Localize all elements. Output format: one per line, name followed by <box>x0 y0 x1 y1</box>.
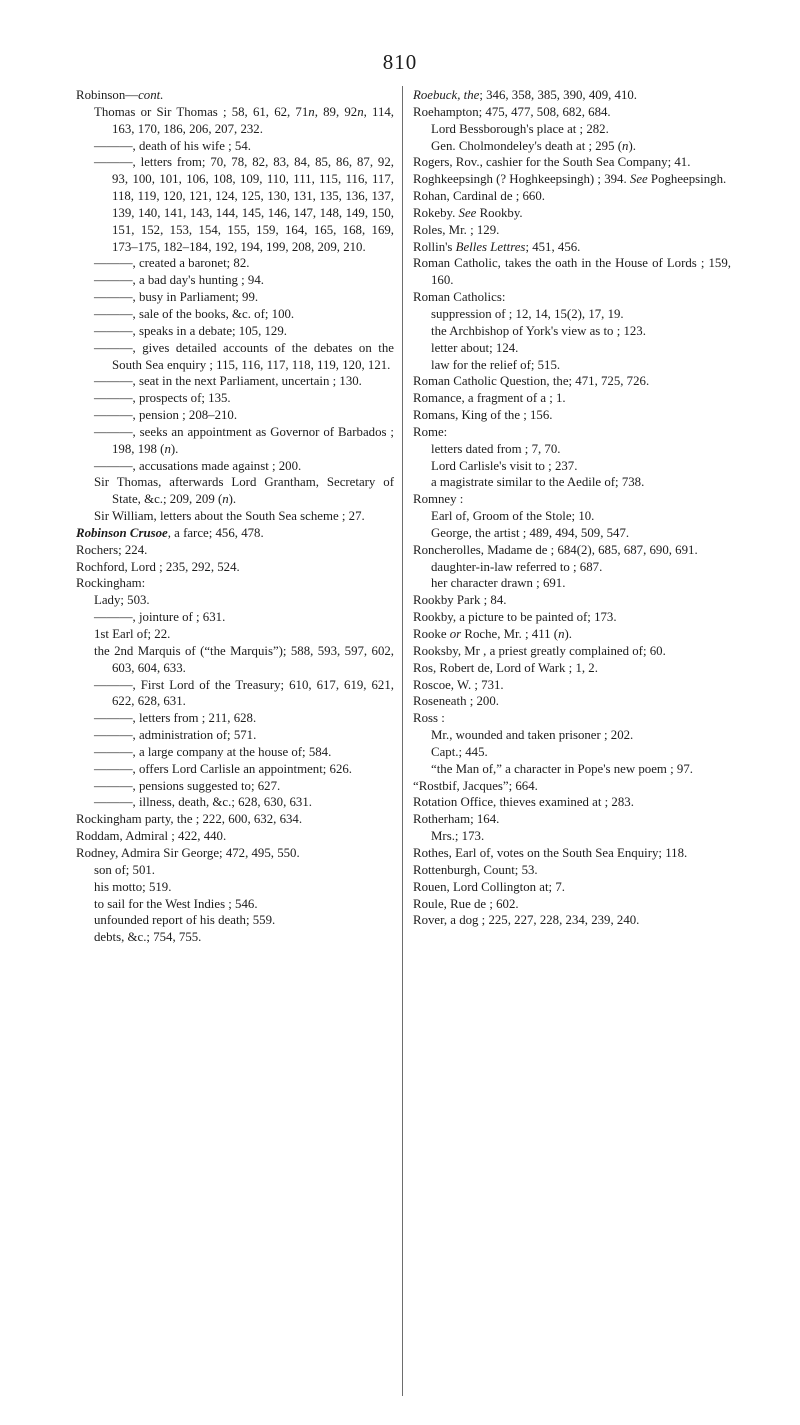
index-subentry <box>431 559 731 576</box>
entry-text: Roule, Rue de ; 602. <box>413 896 519 911</box>
entry-text: Ross : <box>413 711 445 726</box>
index-entry <box>76 559 394 576</box>
entry-text: debts, &c.; 754, 755. <box>94 930 202 945</box>
index-entry <box>413 626 731 643</box>
index-subentry <box>431 508 731 525</box>
entry-text: Roman Catholic Question, the; 471, 725, 726. <box>413 374 650 389</box>
entry-text: Rothes, Earl of, votes on the South Sea Enquiry; 118. <box>413 845 688 860</box>
index-entry <box>413 677 731 694</box>
index-entry <box>413 87 731 104</box>
entry-text: Rookby. <box>476 205 523 220</box>
index-entry <box>413 205 731 222</box>
entry-text: letters dated from ; 7, 70. <box>431 441 561 456</box>
index-entry <box>413 171 731 188</box>
entry-text: ———, pensions suggested to; 627. <box>94 778 281 793</box>
entry-text: Rochford, Lord ; 235, 292, 524. <box>76 559 240 574</box>
entry-text: , a farce; 456, 478. <box>167 525 264 540</box>
entry-text: Roehampton; 475, 477, 508, 682, 684. <box>413 104 611 119</box>
entry-text: ———, accusations made against ; 200. <box>94 458 302 473</box>
entry-text: Roghkeepsingh (? Hoghkeepsingh) ; 394. <box>413 172 630 187</box>
entry-text: n <box>357 104 364 119</box>
entry-text: Romance, a fragment of a ; 1. <box>413 391 566 406</box>
entry-text: Thomas or Sir Thomas ; 58, 61, 62, 71 <box>94 104 309 119</box>
entry-text: ). <box>228 492 237 507</box>
index-entry <box>413 542 731 559</box>
entry-text: ———, prospects of; 135. <box>94 391 231 406</box>
entry-text: ———, death of his wife ; 54. <box>94 138 251 153</box>
index-subentry <box>94 609 394 626</box>
index-entry <box>413 693 731 710</box>
entry-text: Rookby Park ; 84. <box>413 593 507 608</box>
index-entry <box>413 660 731 677</box>
entry-text: Mr., wounded and taken prisoner ; 202. <box>431 728 634 743</box>
entry-text: ———, seat in the next Parliament, uncertain ; 130. <box>94 374 362 389</box>
index-subentry <box>94 929 394 946</box>
entry-text: his motto; 519. <box>94 879 172 894</box>
index-entry <box>413 188 731 205</box>
entry-text: Romans, King of the ; 156. <box>413 408 553 423</box>
index-entry <box>413 912 731 929</box>
entry-text: unfounded report of his death; 559. <box>94 913 276 928</box>
entry-text: ———, speaks in a debate; 105, 129. <box>94 323 287 338</box>
index-subentry <box>94 306 394 323</box>
index-entry <box>413 154 731 171</box>
entry-text: daughter-in-law referred to ; 687. <box>431 559 603 574</box>
index-subentry <box>94 390 394 407</box>
index-entry <box>413 710 731 727</box>
index-subentry <box>431 306 731 323</box>
index-entry <box>76 828 394 845</box>
index-subentry <box>431 357 731 374</box>
index-column-right <box>413 87 731 929</box>
entry-text: Gen. Cholmondeley's death at ; 295 ( <box>431 138 623 153</box>
index-subentry <box>431 828 731 845</box>
entry-text: ———, gives detailed accounts of the debates on the South Sea enquiry ; 115, 116, 117, 118, 119, 120, 121. <box>94 340 394 372</box>
index-entry <box>76 87 394 104</box>
index-entry <box>76 542 394 559</box>
entry-text: Rockingham party, the ; 222, 600, 632, 634. <box>76 812 303 827</box>
index-subentry <box>94 407 394 424</box>
index-subentry <box>431 458 731 475</box>
entry-text: Rohan, Cardinal de ; 660. <box>413 189 545 204</box>
entry-text: Romney : <box>413 492 464 507</box>
index-entry <box>413 592 731 609</box>
entry-text: Rokeby. <box>413 205 459 220</box>
entry-text: Rooke <box>413 627 450 641</box>
index-subentry <box>94 340 394 374</box>
index-entry <box>413 373 731 390</box>
entry-text: to sail for the West Indies ; 546. <box>94 896 258 911</box>
entry-text: ———, seeks an appointment as Governor of Barbados ; 198, 198 ( <box>94 424 394 456</box>
index-subentry <box>94 474 394 508</box>
entry-text: n <box>622 138 629 153</box>
index-subentry <box>431 727 731 744</box>
index-subentry <box>94 138 394 155</box>
index-subentry <box>94 677 394 711</box>
entry-text: ———, First Lord of the Treasury; 610, 617, 619, 621, 622, 628, 631. <box>94 677 394 709</box>
entry-text: son of; 501. <box>94 862 156 877</box>
index-subentry <box>94 862 394 879</box>
entry-text: ). <box>628 138 636 153</box>
entry-text: Rollin's <box>413 239 456 254</box>
entry-text: suppression of ; 12, 14, 15(2), 17, 19. <box>431 306 624 321</box>
entry-text: letter about; 124. <box>431 340 519 355</box>
entry-text: ; 451, 456. <box>525 239 581 254</box>
entry-text: ———, pension ; 208–210. <box>94 408 238 423</box>
entry-text: n <box>308 104 315 119</box>
entry-text: Rome: <box>413 424 448 439</box>
entry-text: ———, sale of the books, &c. of; 100. <box>94 306 295 321</box>
entry-text: , 114, 163, 170, 186, 206, 207, 232. <box>112 104 395 136</box>
entry-text: cont. <box>138 88 164 102</box>
entry-text: See <box>629 172 648 187</box>
entry-text: Roman Catholic, takes the oath in the House of Lords ; 159, 160. <box>413 256 731 288</box>
index-subentry <box>431 744 731 761</box>
entry-text: , 89, 92 <box>314 104 358 119</box>
entry-text: Capt.; 445. <box>431 744 488 759</box>
index-subentry <box>94 373 394 390</box>
index-subentry <box>431 138 731 155</box>
entry-text: George, the artist ; 489, 494, 509, 547. <box>431 525 630 540</box>
index-entry <box>413 424 731 441</box>
entry-text: Rotation Office, thieves examined at ; 283. <box>413 795 634 810</box>
index-subentry <box>94 508 394 525</box>
index-subentry <box>94 424 394 458</box>
index-entry <box>413 491 731 508</box>
entry-text: the Archbishop of York's view as to ; 123. <box>431 323 646 338</box>
index-subentry <box>94 458 394 475</box>
index-entry <box>413 879 731 896</box>
entry-text: ———, jointure of ; 631. <box>94 610 226 625</box>
entry-text: Roebuck, the <box>413 88 480 102</box>
index-subentry <box>431 761 731 778</box>
entry-text: Roles, Mr. ; 129. <box>413 222 500 237</box>
index-entry <box>413 289 731 306</box>
index-entry <box>413 862 731 879</box>
page-number: 810 <box>382 50 418 74</box>
entry-text: Rogers, Rov., cashier for the South Sea Company; 41. <box>413 155 691 170</box>
entry-text: ———, illness, death, &c.; 628, 630, 631. <box>94 795 312 810</box>
index-column-left <box>76 87 394 946</box>
index-entry <box>413 222 731 239</box>
entry-text: ———, created a baronet; 82. <box>94 256 250 271</box>
entry-text: Lord Carlisle's visit to ; 237. <box>431 458 578 473</box>
entry-text: Rodney, Admira Sir George; 472, 495, 550. <box>76 845 300 860</box>
index-subentry <box>94 323 394 340</box>
index-subentry <box>94 710 394 727</box>
index-entry <box>413 845 731 862</box>
entry-text: Rover, a dog ; 225, 227, 228, 234, 239, 240. <box>413 913 640 928</box>
entry-text: law for the relief of; 515. <box>431 357 561 372</box>
index-subentry <box>94 727 394 744</box>
entry-text: Rotherham; 164. <box>413 812 500 827</box>
entry-text: Roseneath ; 200. <box>413 694 499 709</box>
entry-text: Rouen, Lord Collington at; 7. <box>413 879 565 894</box>
index-entry <box>413 896 731 913</box>
entry-text: Rookby, a picture to be painted of; 173. <box>413 610 617 625</box>
entry-text: a magistrate similar to the Aedile of; 738. <box>431 475 645 490</box>
entry-text: Rooksby, Mr , a priest greatly complained of; 60. <box>413 643 666 658</box>
entry-text: Roscoe, W. ; 731. <box>413 677 504 692</box>
entry-text: 1st Earl of; 22. <box>94 627 171 641</box>
index-subentry <box>94 289 394 306</box>
entry-text: Pogheepsingh. <box>647 172 727 187</box>
entry-text: Roman Catholics: <box>413 290 506 305</box>
entry-text: Ros, Robert de, Lord of Wark ; 1, 2. <box>413 660 598 675</box>
entry-text: Lord Bessborough's place at ; 282. <box>431 121 609 136</box>
entry-text: See <box>458 205 477 220</box>
index-entry <box>413 239 731 256</box>
entry-text: ———, letters from; 70, 78, 82, 83, 84, 85, 86, 87, 92, 93, 100, 101, 106, 108, 109, 110, 111, 115, 116, 117, 118, 119, 120, 121, 124, 125, 130, 131, 135, 136, 137, 139, 140, 141, 143, 144, 145, 146, 147, 148, 149, 150, 151, 152, 153, 154, 155, 159, 164, 165, 168, 169, 173–175, 182–184, 192, 194, 199, 208, 209, 210. <box>94 155 394 254</box>
index-entry <box>76 525 394 542</box>
entry-text: Roddam, Admiral ; 422, 440. <box>76 829 227 844</box>
index-subentry <box>94 592 394 609</box>
index-subentry <box>431 441 731 458</box>
entry-text: ———, letters from ; 211, 628. <box>94 711 257 726</box>
entry-text: n <box>164 441 171 456</box>
index-entry <box>413 407 731 424</box>
index-entry <box>76 845 394 862</box>
entry-text: Belles Lettres <box>455 239 526 254</box>
entry-text: Mrs.; 173. <box>431 829 485 844</box>
index-subentry <box>431 121 731 138</box>
index-entry <box>413 255 731 289</box>
entry-text: Sir William, letters about the South Sea scheme ; 27. <box>94 509 365 524</box>
index-subentry <box>94 154 394 255</box>
index-subentry <box>94 104 394 138</box>
entry-text: “Rostbif, Jacques”; 664. <box>413 778 538 793</box>
entry-text: Robinson— <box>76 88 139 102</box>
entry-text: the 2nd Marquis of (“the Marquis”); 588, 593, 597, 602, 603, 604, 633. <box>94 643 394 675</box>
index-subentry <box>94 626 394 643</box>
entry-text: ———, a bad day's hunting ; 94. <box>94 273 264 288</box>
index-subentry <box>94 255 394 272</box>
index-subentry <box>94 761 394 778</box>
index-entry <box>413 794 731 811</box>
entry-text: ). <box>564 627 573 641</box>
index-entry <box>76 575 394 592</box>
index-entry <box>413 390 731 407</box>
entry-text: Roche, Mr. ; 411 ( <box>461 627 559 641</box>
entry-text: Earl of, Groom of the Stole; 10. <box>431 509 595 524</box>
entry-text: Rottenburgh, Count; 53. <box>413 862 538 877</box>
index-subentry <box>431 525 731 542</box>
index-entry <box>413 811 731 828</box>
entry-text: Rockingham: <box>76 576 146 591</box>
entry-text: ———, offers Lord Carlisle an appointment; 626. <box>94 761 353 776</box>
index-subentry <box>431 323 731 340</box>
index-entry <box>413 778 731 795</box>
index-subentry <box>94 794 394 811</box>
entry-text: n <box>558 627 565 641</box>
index-subentry <box>431 575 731 592</box>
index-subentry <box>94 744 394 761</box>
index-subentry <box>94 272 394 289</box>
entry-text: Robinson Crusoe <box>76 525 168 540</box>
index-entry <box>76 811 394 828</box>
entry-text: her character drawn ; 691. <box>431 576 566 591</box>
entry-text: or <box>449 627 462 641</box>
index-subentry <box>94 778 394 795</box>
index-entry <box>413 643 731 660</box>
entry-text: Roncherolles, Madame de ; 684(2), 685, 687, 690, 691. <box>413 542 698 557</box>
index-entry <box>413 104 731 121</box>
index-subentry <box>94 912 394 929</box>
entry-text: ———, administration of; 571. <box>94 728 257 743</box>
index-subentry <box>431 340 731 357</box>
index-subentry <box>431 474 731 491</box>
index-subentry <box>94 896 394 913</box>
entry-text: ). <box>170 441 179 456</box>
index-subentry <box>94 643 394 677</box>
entry-text: “the Man of,” a character in Pope's new poem ; 97. <box>431 761 693 776</box>
entry-text: n <box>222 492 229 507</box>
entry-text: ———, busy in Parliament; 99. <box>94 290 259 305</box>
entry-text: Lady; 503. <box>94 593 150 608</box>
entry-text: ———, a large company at the house of; 584. <box>94 744 332 759</box>
entry-text: Rochers; 224. <box>76 542 148 557</box>
entry-text: Sir Thomas, afterwards Lord Grantham, Secretary of State, &c.; 209, 209 ( <box>94 475 394 507</box>
index-entry <box>413 609 731 626</box>
entry-text: ; 346, 358, 385, 390, 409, 410. <box>479 88 638 102</box>
column-divider <box>402 86 403 1396</box>
index-subentry <box>94 879 394 896</box>
